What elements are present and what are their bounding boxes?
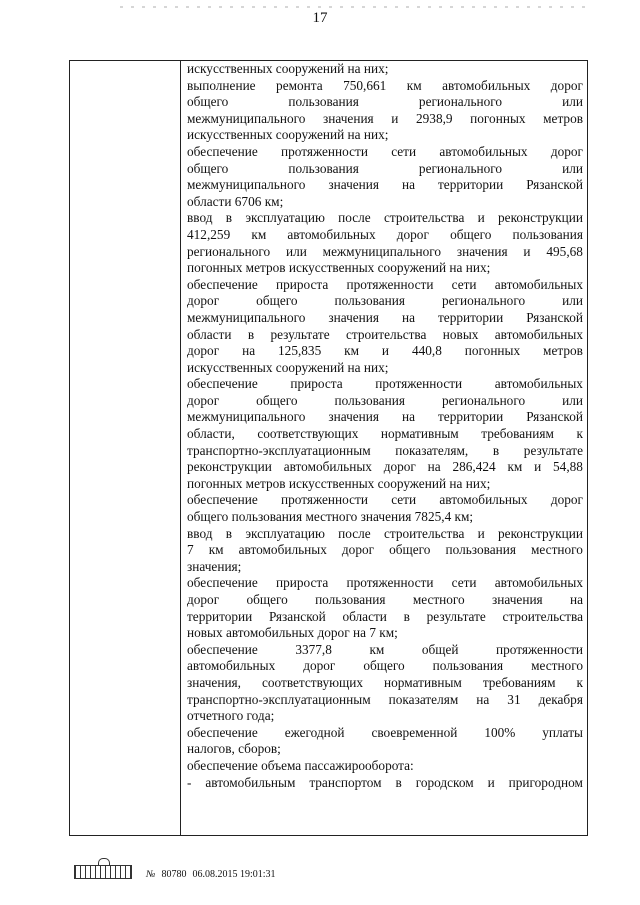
text-line [187,625,583,642]
government-building-stamp-icon [74,858,132,880]
text-word: пользования [432,658,504,674]
text-word: значения; [187,558,242,574]
text-word: автомобильных [494,326,583,342]
text-word: общего [187,160,229,176]
text-word: после [338,525,371,541]
text-word: области [342,608,387,624]
text-line [187,658,583,675]
text-word: или [285,243,307,259]
text-line [187,78,583,95]
text-word: значения, [187,674,241,690]
text-word: регионального [418,160,503,176]
text-word: дорог [187,293,220,309]
text-word: метров [543,343,583,359]
text-line [187,310,583,327]
text-line [187,293,583,310]
text-word: 31 [507,691,521,707]
text-word: регионального [418,94,503,110]
text-line [187,692,583,709]
text-word: 495,68 [546,243,583,259]
text-word: общего [187,94,229,110]
text-line [187,260,583,277]
text-word: налогов, сборов; [187,741,281,757]
text-line [187,575,583,592]
text-word: области 6706 км; [187,193,284,209]
text-word: требованиям [482,674,556,690]
text-word: межмуниципального [187,110,306,126]
text-line [187,111,583,128]
text-word: искусственных сооружений на них; [187,359,389,375]
text-word: территории [437,309,504,325]
text-word: искусственных сооружений на них; [187,61,389,76]
text-word: городском [415,774,474,790]
text-word: ремонта [276,77,323,93]
text-word: или [562,392,583,408]
text-word: погонных метров искусственных сооружений на них; [187,475,491,491]
text-word: общего [363,658,405,674]
text-word: эксплуатацию [245,525,325,541]
text-line [187,409,583,426]
text-word: значения [328,409,380,425]
text-word: регионального [441,392,526,408]
text-word: обеспечение [187,575,258,591]
text-line [187,343,583,360]
text-word: регионального [187,243,271,259]
text-word: км [251,226,267,242]
text-word: и [381,343,390,359]
text-word: местного [412,592,465,607]
text-word: на [569,592,583,607]
text-word: показателям [388,691,459,707]
text-word: на [402,409,416,425]
text-line [187,775,583,792]
text-line [187,476,583,493]
text-word: межмуниципального [187,309,306,325]
text-word: протяженности [281,492,368,508]
doc-number-prefix: № [146,869,156,880]
text-word: на [402,309,416,325]
text-line [187,393,583,410]
text-line [187,725,583,742]
text-word: строительства [346,326,427,342]
text-word: эксплуатацию [245,210,325,226]
text-word: регионального [441,293,526,309]
text-word: сети [391,492,417,508]
text-word: местного [531,658,583,674]
text-word: пользования [288,160,359,176]
text-word: Рязанской [526,177,583,193]
text-word: 7 [187,542,194,558]
text-word: автомобильных [494,575,583,591]
text-word: значения [456,243,508,259]
text-line [187,426,583,443]
text-word: 2938,9 [416,110,453,126]
text-word: - [187,774,192,790]
text-word: 286,424 [452,459,496,475]
text-word: и [477,210,485,226]
text-word: своевременной [371,724,458,740]
text-word: км [406,77,422,93]
text-word: автомобильных [439,492,528,508]
text-word: сети [391,143,417,159]
text-word: пользования [334,392,405,408]
text-word: прироста [276,575,329,591]
text-word: обеспечение [187,492,258,508]
text-word: дорог [550,492,583,508]
text-word: транспортом [309,774,382,790]
text-word: автомобильных [283,459,372,475]
text-word: строительства [502,608,583,624]
text-word: реконструкции [187,459,272,475]
text-word: показателям, [395,442,469,458]
text-word: в [247,326,255,342]
text-word: строительства [383,525,465,541]
text-word: или [562,293,583,309]
text-word: декабря [538,691,583,707]
text-word: общего [450,226,492,242]
text-word: результате [523,442,583,458]
scan-noise [120,6,590,8]
text-word: области [187,326,232,342]
text-word: значения [323,110,374,126]
text-word: новых [442,326,479,342]
text-word: реконструкции [498,210,583,226]
text-word: дорог [187,343,220,359]
text-word: области, [187,426,235,442]
text-line [187,177,583,194]
text-word: значения [328,309,380,325]
text-line [187,194,583,211]
text-line [187,376,583,393]
text-word: км [208,542,224,558]
text-word: выполнение [187,77,256,93]
text-line [187,758,583,775]
footer [74,858,276,880]
text-line [187,360,583,377]
text-word: пригородном [508,774,583,790]
text-word: строительства [383,210,465,226]
text-word: прироста [276,276,329,292]
text-word: уплаты [542,724,583,740]
text-word: сети [451,276,477,292]
text-word: 100% [484,724,516,740]
text-word: пользования [288,94,359,110]
text-line [187,127,583,144]
text-line [187,61,583,78]
text-line [187,708,583,725]
text-word: или [562,94,583,110]
text-word: искусственных сооружений на них; [187,127,389,143]
text-word: и [391,110,399,126]
text-word: км [369,641,385,657]
text-word: дорог [303,658,336,674]
text-word: пользования [334,293,405,309]
text-word: 54,88 [553,459,583,475]
text-word: дорог [187,592,220,607]
text-word: Рязанской [269,608,326,624]
text-word: на [427,459,441,475]
text-word: результате [426,608,486,624]
text-word: автомобильных [439,143,528,159]
text-word: на [476,691,490,707]
text-word: или [562,160,583,176]
text-word: ежегодной [284,724,345,740]
text-line [187,210,583,227]
text-word: автомобильных [494,276,583,292]
text-line [187,542,583,559]
text-word: 440,8 [411,343,442,359]
text-word: автомобильных [238,542,327,558]
text-word: соответствующих [257,426,359,442]
text-word: значения [492,592,543,607]
text-line [187,642,583,659]
text-line [187,526,583,543]
text-word: ввод [187,210,213,226]
text-word: автомобильным [205,774,296,790]
text-line [187,492,583,509]
text-word: обеспечение [187,641,258,657]
text-word: погонных [464,343,521,359]
text-word: 3377,8 [295,641,332,657]
text-word: территории [437,409,504,425]
text-word: протяженности [346,276,434,292]
text-word: в [225,525,233,541]
text-word: обеспечение [187,143,258,159]
text-word: межмуниципального [187,409,306,425]
text-word: в [403,608,410,624]
text-word: прироста [290,376,343,392]
text-word: значения [328,177,380,193]
text-line [187,277,583,294]
text-word: общего [256,293,298,309]
doc-timestamp: 06.08.2015 19:01:31 [192,869,276,880]
text-word: дорог [187,392,220,408]
text-word: метров [543,110,583,126]
text-word: автомобильных [442,77,531,93]
text-word: общей [421,641,459,657]
text-word: 125,835 [278,343,322,359]
text-word: общего [246,592,288,607]
table-text-cell [187,61,583,791]
text-word: и [534,459,542,475]
text-word: на [402,177,416,193]
text-word: после [338,210,371,226]
text-word: протяженности [281,143,368,159]
text-word: погонных метров искусственных сооружений на них; [187,260,491,276]
page-number: 17 [312,10,328,26]
text-word: дорог [550,77,583,93]
text-word: общего [389,542,431,558]
text-line [187,609,583,626]
text-word: требованиям [481,426,554,442]
text-word: в [225,210,233,226]
text-word: протяженности [496,641,583,657]
text-word: ввод [187,525,213,541]
text-word: и [477,525,485,541]
text-word: результате [270,326,330,342]
text-word: отчетного года; [187,708,275,724]
text-word: к [576,674,583,690]
text-word: территории [437,177,504,193]
text-word: и [487,774,495,790]
text-word: дорог [550,143,583,159]
text-word: транспортно-эксплуатационным [187,691,371,707]
text-word: км [344,343,360,359]
text-word: новых автомобильных дорог на 7 км; [187,625,398,641]
text-word: дорог [383,459,416,475]
text-line [187,144,583,161]
column-divider [180,61,181,835]
text-line [187,509,583,526]
text-word: и [523,243,531,259]
table-left-cell [70,61,180,835]
text-word: реконструкции [498,525,583,541]
text-word: сети [451,575,477,591]
text-word: протяженности [346,575,434,591]
text-line [187,592,583,609]
text-word: транспортно-эксплуатационным [187,442,371,458]
text-line [187,443,583,460]
text-word: нормативным [384,674,462,690]
text-word: в [395,774,402,790]
text-word: общего [256,392,298,408]
text-word: Рязанской [526,409,583,425]
text-word: 412,259 [187,226,231,242]
text-word: Рязанской [526,309,583,325]
text-line [187,327,583,344]
document-table [69,60,588,836]
text-line [187,244,583,261]
text-word: общего пользования местного значения 7825,4 км; [187,509,474,525]
text-line [187,94,583,111]
text-word: автомобильных [287,226,376,242]
text-word: км [507,459,523,475]
text-word: межмуниципального [322,243,442,259]
text-word: обеспечение объема пассажирооборота: [187,757,414,773]
doc-number: 80780 [161,869,187,880]
text-word: автомобильных [187,658,276,674]
text-word: 750,661 [343,77,387,93]
text-word: соответствующих [262,674,364,690]
text-line [187,227,583,244]
text-word: пользования [512,226,583,242]
text-line [187,161,583,178]
text-line [187,459,583,476]
text-word: местного [531,542,583,558]
text-line [187,559,583,576]
text-line [187,675,583,692]
text-word: обеспечение [187,376,258,392]
text-word: погонных [470,110,526,126]
text-word: автомобильных [494,376,583,392]
text-word: межмуниципального [187,177,306,193]
text-word: дорог [341,542,375,558]
text-word: к [576,426,583,442]
text-word: нормативным [380,426,459,442]
text-word: пользования [445,542,516,558]
text-word: на [242,343,256,359]
text-line [187,741,583,758]
text-word: в [492,442,500,458]
text-word: территории [187,608,253,624]
text-word: обеспечение [187,276,258,292]
text-word: протяженности [375,376,463,392]
text-word: обеспечение [187,724,258,740]
text-word: пользования [315,592,386,607]
text-word: дорог [396,226,429,242]
